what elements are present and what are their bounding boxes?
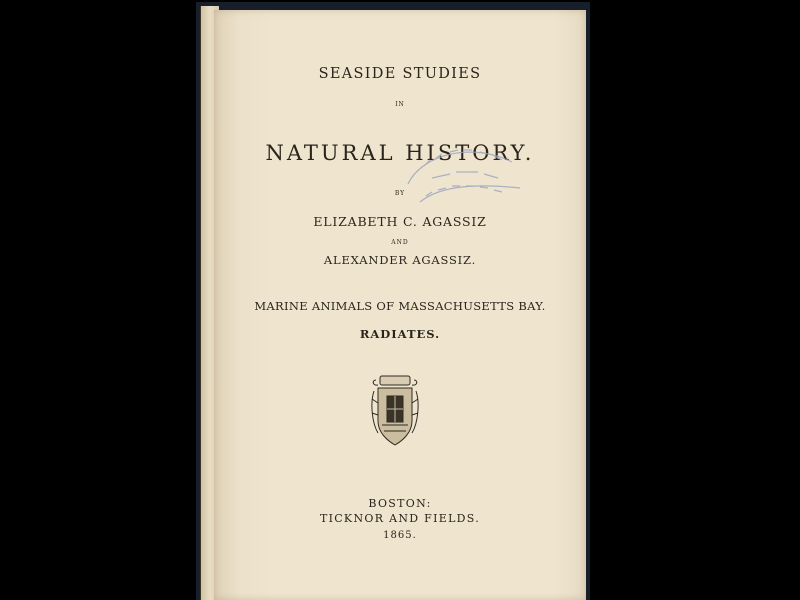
- subtitle: MARINE ANIMALS OF MASSACHUSETTS BAY.: [254, 299, 546, 313]
- library-stamp-icon: [402, 144, 530, 214]
- connector-by: BY: [394, 190, 406, 197]
- imprint-city: BOSTON:: [368, 497, 432, 510]
- title-page: [214, 10, 586, 600]
- section-title: RADIATES.: [359, 327, 441, 341]
- publisher-emblem-icon: [370, 373, 420, 449]
- connector-and: AND: [391, 239, 409, 246]
- imprint-publisher: TICKNOR AND FIELDS.: [319, 512, 481, 525]
- book-title-line-1: SEASIDE STUDIES: [318, 66, 482, 82]
- connector-in: IN: [395, 101, 405, 108]
- book-title-line-2: NATURAL HISTORY.: [265, 141, 535, 165]
- author-2: ALEXANDER AGASSIZ.: [323, 253, 477, 267]
- imprint-year: 1865.: [383, 530, 417, 541]
- author-1: ELIZABETH C. AGASSIZ: [313, 214, 487, 229]
